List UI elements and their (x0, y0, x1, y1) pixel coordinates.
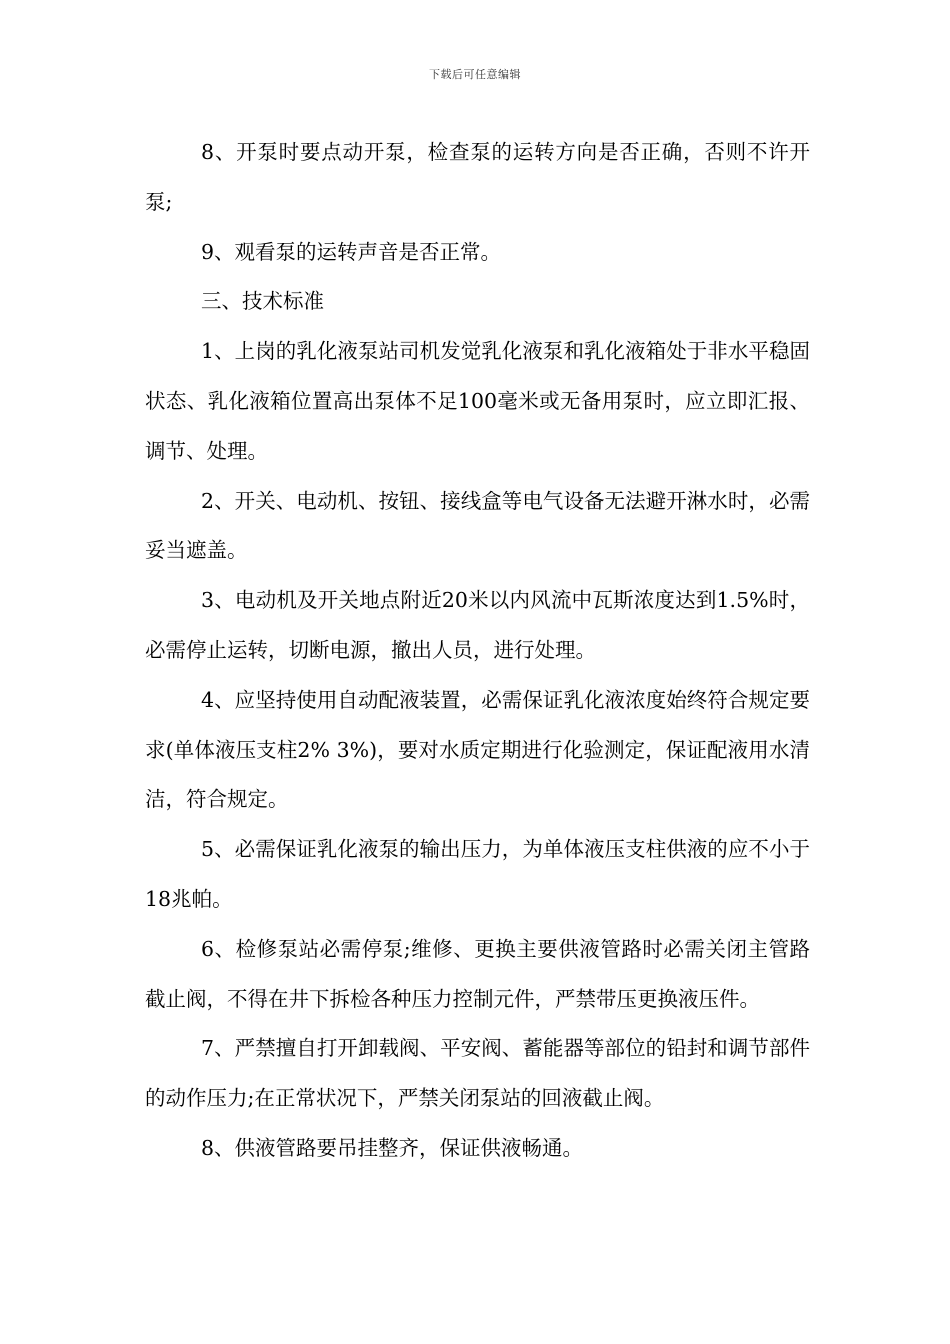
paragraph-standard-5: 5、必需保证乳化液泵的输出压力，为单体液压支柱供液的应不小于18兆帕。 (145, 837, 810, 911)
page-header: 下载后可任意编辑 (429, 68, 521, 81)
document-body (145, 128, 810, 1174)
paragraph-step-8-start-pump: 8、开泵时要点动开泵，检查泵的运转方向是否正确，否则不许开泵; (145, 140, 810, 214)
paragraph-standard-2: 2、开关、电动机、按钮、接线盒等电气设备无法避开淋水时，必需妥当遮盖。 (145, 488, 810, 563)
paragraph-step-9-check-sound: 9、观看泵的运转声音是否正常。 (201, 239, 502, 264)
paragraph-standard-1: 1、上岗的乳化液泵站司机发觉乳化液泵和乳化液箱处于非水平稳固状态、乳化液箱位置高出泵体不足100毫米或无备用泵时，应立即汇报、调节、处理。 (145, 339, 810, 463)
paragraph-standard-4: 4、应坚持使用自动配液装置，必需保证乳化液浓度始终符合规定要求(单体液压支柱2% 3%)，要对水质定期进行化验测定，保证配液用水清洁，符合规定。 (145, 687, 810, 812)
paragraph-standard-7: 7、严禁擅自打开卸载阀、平安阀、蓄能器等部位的铅封和调节部件的动作压力;在正常状况下，严禁关闭泵站的回液截止阀。 (145, 1036, 810, 1111)
paragraph-standard-8: 8、供液管路要吊挂整齐，保证供液畅通。 (201, 1135, 584, 1160)
paragraph-standard-3: 3、电动机及开关地点附近20米以内风流中瓦斯浓度达到1.5%时，必需停止运转，切断电源，撤出人员，进行处理。 (145, 588, 810, 662)
section-heading-technical-standards: 三、技术标准 (201, 289, 324, 314)
paragraph-standard-6: 6、检修泵站必需停泵;维修、更换主要供液管路时必需关闭主管路截止阀，不得在井下拆检各种压力控制元件，严禁带压更换液压件。 (145, 936, 810, 1011)
